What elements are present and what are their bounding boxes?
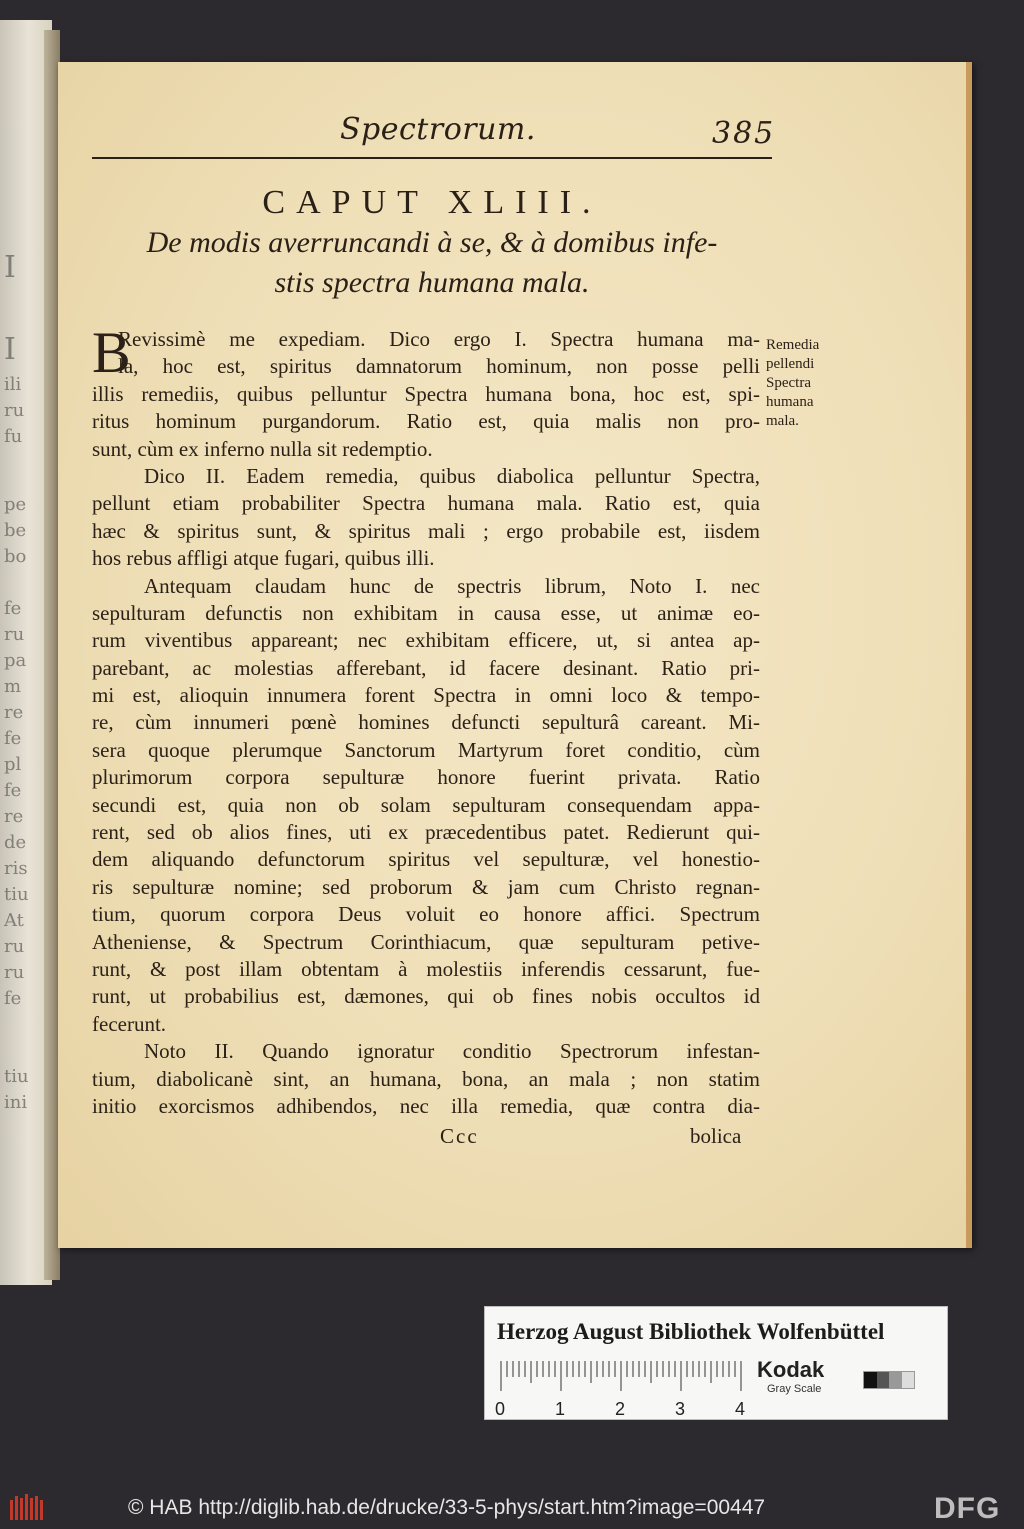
text-line: tium, quorum corpora Deus voluit eo honore affici. Spectrum [92,902,760,927]
margin-note-line: pellendi [766,356,815,372]
body-text [92,320,760,1120]
left-page-fragment: ris [4,858,28,879]
text-line: runt, & post illam obtentam à molestiis inferendis cessarunt, fue- [92,956,760,981]
text-line: rum viventibus appareant; nec exhibitam efficere, ut, si antea ap- [92,628,760,653]
text-line: dem aliquando defunctorum spiritus vel sepulturæ, vel honestio- [92,847,760,872]
left-page-fragment: tiu [4,1066,29,1087]
left-page-fragment: fe [4,598,22,619]
margin-note-line: humana [766,394,814,410]
ruler-number: 1 [555,1399,566,1419]
gray-scale-label: Gray Scale [767,1383,822,1395]
left-page-fragment: ru [4,624,25,645]
text-line: Revissimè me expediam. Dico ergo I. Spectra humana ma- [118,327,760,351]
text-line: Antequam claudam hunc de spectris librum, Noto I. nec [144,573,760,598]
text-line: ris sepulturæ nomine; sed proborum & jam cum Christo regnan- [92,874,760,899]
ruler-number: 0 [495,1399,506,1419]
text-line: Noto II. Quando ignoratur conditio Spectrorum infestan- [144,1039,760,1064]
left-page-fragment: ru [4,400,25,421]
left-page-fragment: I [4,250,16,285]
drop-cap: B [92,320,131,385]
left-page-fragment: fe [4,988,22,1009]
chapter-subtitle-line: stis spectra humana mala. [274,266,590,299]
ruler-number: 2 [615,1399,626,1419]
text-line: hos rebus affligi atque fugari, quibus illi. [92,546,435,571]
left-page-fragment: fe [4,780,22,801]
text-line: secundi est, quia non ob solam sepulturam consequendam appa- [92,792,760,817]
text-line: fecerunt. [92,1011,167,1036]
chapter-title: CAPUT XLIII. [262,184,602,221]
dfg-logo: DFG [934,1492,1001,1525]
margin-note [766,336,846,431]
left-page-fragment: tiu [4,884,29,905]
text-line: pellunt etiam probabiliter Spectra humana mala. Ratio est, quia [92,491,760,516]
left-page-fragment: bo [4,546,27,567]
text-line: parebant, ac molestias afferebant, id facere desinant. Ratio pri- [92,655,760,680]
chapter-subtitle-line: De modis averruncandi à se, & à domibus infe- [146,226,718,259]
margin-note-line: Remedia [766,337,820,353]
ruler-number: 4 [735,1399,746,1419]
text-line: rent, sed ob alios fines, uti ex præcedentibus patet. Redierunt qui- [92,820,760,845]
catchword: bolica [690,1124,742,1148]
margin-note-line: mala. [766,413,799,429]
left-page-fragment: ili [4,374,22,395]
text-line: plurimorum corpora sepulturæ honore fuerint privata. Ratio [92,765,760,790]
ruler-number: 3 [675,1399,686,1419]
text-line: initio exorcismos adhibendos, nec illa remedia, quæ contra dia- [92,1093,760,1118]
text-line: sunt, cùm ex inferno nulla sit redemptio. [92,436,433,461]
margin-note-line: Spectra [766,375,811,391]
text-line: hæc & spiritus sunt, & spiritus mali ; ergo probabile est, iisdem [92,518,760,543]
left-page-fragment: ru [4,962,25,983]
text-line: ritus hominum purgandorum. Ratio est, quia malis non pro- [92,409,760,434]
text-line: sera quoque plerumque Sanctorum Martyrum foret conditio, cùm [92,737,760,762]
left-page-fragment: ini [4,1092,28,1113]
left-page-fragment: I [4,332,16,367]
left-page-fragment: m [4,676,22,697]
text-line: sepulturam defunctis non exhibitam in causa esse, ut animæ eo- [92,600,760,625]
text-line: mi est, alioquin innumera forent Spectra in omni loco & tempo- [92,683,760,708]
left-page-fragment: re [4,702,24,723]
text-line: illis remediis, quibus pelluntur Spectra humana bona, hoc est, spi- [92,381,760,406]
text-line: tium, diabolicanè sint, an humana, bona, an mala ; non statim [92,1066,760,1091]
left-page-fragment: fu [4,426,23,447]
header-rule [92,157,772,159]
text-line: Atheniense, & Spectrum Corinthiacum, quæ sepulturam petive- [92,929,760,954]
left-page-fragment: pl [4,754,22,775]
left-page-fragment: de [4,832,27,853]
left-page-fragment: pe [4,494,27,515]
footer-bar [0,1488,1024,1529]
page-number: 385 [712,116,776,151]
gray-scale-swatch [863,1371,915,1389]
library-name: Herzog August Bibliothek Wolfenbüttel [497,1319,885,1344]
left-page-fragment: At [4,910,24,931]
left-page-fragment: pa [4,650,27,671]
ruler-scale [485,1357,755,1421]
left-page-fragment: fe [4,728,22,749]
text-line: runt, ut probabilius est, dæmones, qui ob fines nobis occultos id [92,984,760,1009]
left-page-fragment: be [4,520,27,541]
left-page-fragment: re [4,806,24,827]
text-line: la, hoc est, spiritus damnatorum hominum, non posse pelli [118,354,760,379]
kodak-logo: Kodak [757,1357,825,1382]
library-color-card [484,1306,948,1420]
text-line: re, cùm innumeri pœnè homines defuncti sepulturâ careant. Mi- [92,710,760,735]
copyright-link[interactable]: © HAB http://diglib.hab.de/drucke/33-5-phys/start.htm?image=00447 [128,1496,766,1519]
left-page-fragment: ru [4,936,25,957]
hab-logo-icon [8,1492,48,1524]
text-line: Dico II. Eadem remedia, quibus diabolica pelluntur Spectra, [144,463,760,488]
signature-mark: Ccc [440,1124,479,1148]
running-header: Spectrorum. [340,112,536,147]
